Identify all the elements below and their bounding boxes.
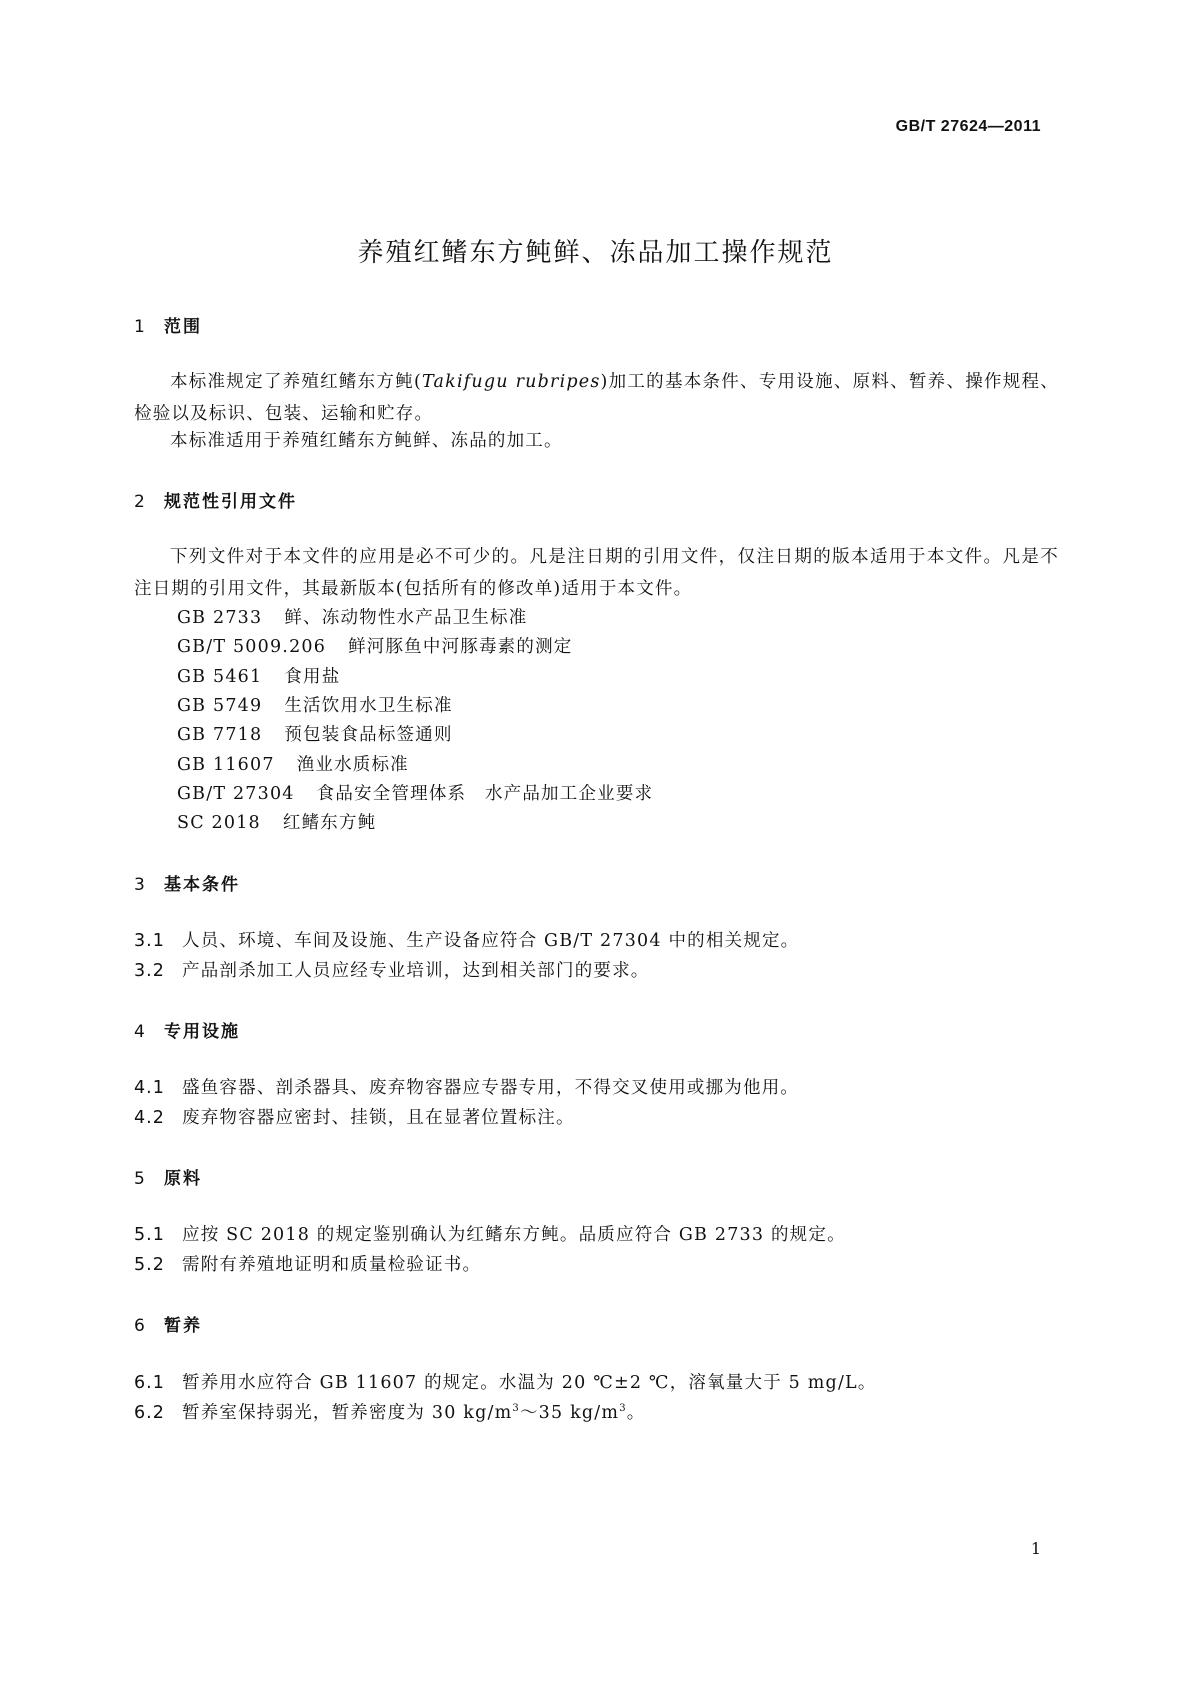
reference-code: GB 5749	[177, 696, 263, 716]
reference-item	[177, 663, 340, 688]
section-heading-6	[134, 1311, 202, 1336]
reference-title: 食品安全管理体系 水产品加工企业要求	[316, 784, 654, 804]
reference-title: 预包装食品标签通则	[284, 725, 453, 745]
section-title: 规范性引用文件	[164, 492, 297, 512]
reference-item	[177, 633, 572, 658]
section-heading-1	[134, 312, 202, 337]
reference-title: 渔业水质标准	[296, 755, 409, 775]
clause-number: 4.2	[134, 1108, 165, 1128]
clause-6-2	[134, 1399, 645, 1424]
superscript: 3	[512, 1403, 520, 1415]
clause-text: ～35 kg/m	[519, 1403, 620, 1423]
standard-code: GB/T 27624—2011	[895, 118, 1041, 135]
reference-code: GB 7718	[177, 725, 263, 745]
reference-title: 鲜、冻动物性水产品卫生标准	[284, 608, 528, 628]
section-number: 6	[134, 1316, 147, 1336]
reference-code: GB/T 27304	[177, 784, 295, 804]
clause-number: 5.2	[134, 1255, 165, 1275]
references-intro: 下列文件对于本文件的应用是必不可少的。凡是注日期的引用文件，仅注日期的版本适用于本文件。凡是不注日期的引用文件，其最新版本(包括所有的修改单)适用于本文件。	[134, 547, 1059, 599]
reference-item	[177, 692, 453, 717]
scope-paragraph-2: 本标准适用于养殖红鳍东方鲀鲜、冻品的加工。	[170, 431, 563, 451]
clause-5-2	[134, 1251, 481, 1276]
clause-number: 3.1	[134, 931, 165, 951]
section-title: 原料	[164, 1169, 202, 1189]
reference-code: GB/T 5009.206	[177, 637, 327, 657]
clause-text: 暂养用水应符合 GB 11607 的规定。水温为 20 ℃±2 ℃，溶氧量大于 5 mg/L。	[182, 1373, 877, 1393]
reference-item	[177, 604, 527, 629]
clause-number: 4.1	[134, 1078, 165, 1098]
section-heading-2	[134, 487, 297, 512]
section-heading-4	[134, 1017, 240, 1042]
section-title: 基本条件	[164, 875, 240, 895]
document-title: 养殖红鳍东方鲀鲜、冻品加工操作规范	[357, 238, 834, 268]
clause-text: 应按 SC 2018 的规定鉴别确认为红鳍东方鲀。品质应符合 GB 2733 的规定。	[182, 1225, 846, 1245]
section-heading-5	[134, 1164, 202, 1189]
section-heading-3	[134, 870, 240, 895]
reference-item	[177, 721, 453, 746]
reference-title: 鲜河豚鱼中河豚毒素的测定	[348, 637, 573, 657]
clause-3-2	[134, 957, 650, 982]
text-fragment: 本标准规定了养殖红鳍东方鲀(	[170, 372, 422, 392]
scope-paragraph-1	[134, 366, 1059, 430]
reference-item	[177, 751, 409, 776]
reference-title: 生活饮用水卫生标准	[284, 696, 453, 716]
section-title: 范围	[164, 317, 202, 337]
clause-4-2	[134, 1104, 575, 1129]
clause-4-1	[134, 1074, 799, 1099]
section-title: 专用设施	[164, 1022, 240, 1042]
clause-text: 暂养室保持弱光，暂养密度为 30 kg/m	[182, 1403, 513, 1423]
reference-code: GB 2733	[177, 608, 263, 628]
clause-text: 需附有养殖地证明和质量检验证书。	[182, 1255, 482, 1275]
reference-code: GB 5461	[177, 667, 263, 687]
section-number: 4	[134, 1022, 147, 1042]
section-number: 2	[134, 492, 147, 512]
superscript: 3	[619, 1403, 627, 1415]
clause-text: 。	[626, 1403, 646, 1423]
reference-title: 红鳍东方鲀	[282, 813, 377, 833]
clause-5-1	[134, 1221, 846, 1246]
clause-6-1	[134, 1369, 877, 1394]
section-title: 暂养	[164, 1316, 202, 1336]
section-number: 5	[134, 1169, 147, 1189]
clause-text: 盛鱼容器、剖杀器具、废弃物容器应专器专用，不得交叉使用或挪为他用。	[182, 1078, 800, 1098]
clause-text: 人员、环境、车间及设施、生产设备应符合 GB/T 27304 中的相关规定。	[182, 931, 800, 951]
clause-number: 6.1	[134, 1373, 165, 1393]
reference-code: SC 2018	[177, 813, 261, 833]
reference-item	[177, 809, 376, 834]
clause-text: 废弃物容器应密封、挂锁，且在显著位置标注。	[182, 1108, 575, 1128]
section-number: 3	[134, 875, 147, 895]
clause-3-1	[134, 927, 799, 952]
reference-code: GB 11607	[177, 755, 275, 775]
clause-number: 3.2	[134, 961, 165, 981]
section-number: 1	[134, 317, 147, 337]
clause-number: 5.1	[134, 1225, 165, 1245]
page-number: 1	[1030, 1539, 1041, 1558]
clause-text: 产品剖杀加工人员应经专业培训，达到相关部门的要求。	[182, 961, 650, 981]
reference-item	[177, 780, 653, 805]
latin-species-name: Takifugu rubripes	[422, 372, 601, 392]
clause-number: 6.2	[134, 1403, 165, 1423]
text-fragment: )加工的基本条件、专用设施、原料、暂养、操作规程、检验以及标识、包装、运输和贮存。	[134, 372, 1059, 424]
reference-title: 食用盐	[284, 667, 341, 687]
